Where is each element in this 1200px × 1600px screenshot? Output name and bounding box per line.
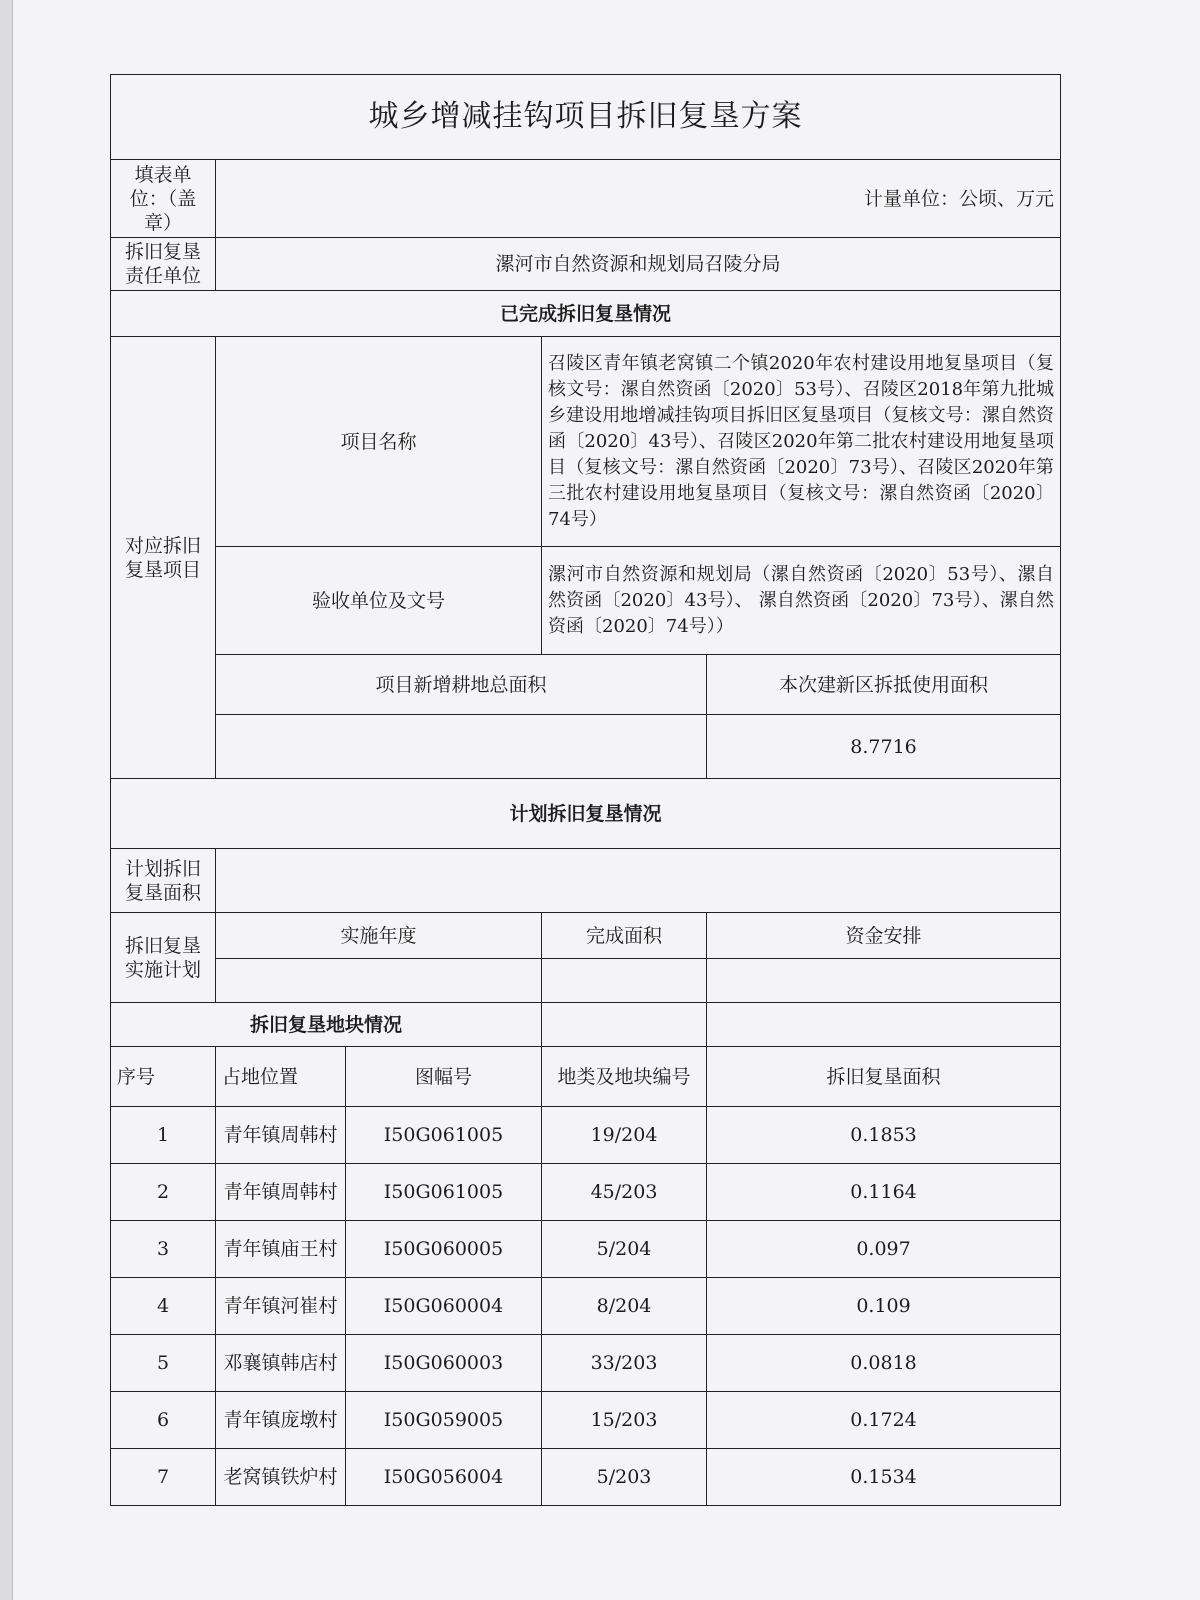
plot-sheet: I50G059005 bbox=[346, 1392, 542, 1449]
table-row bbox=[111, 1164, 1061, 1221]
plot-code: 19/204 bbox=[542, 1107, 707, 1164]
plot-location: 青年镇周韩村 bbox=[216, 1164, 346, 1221]
underlying-page-edge bbox=[0, 0, 13, 1600]
plot-no: 3 bbox=[111, 1221, 216, 1278]
form-title: 城乡增减挂钩项目拆旧复垦方案 bbox=[111, 75, 1061, 160]
col-sheet: 图幅号 bbox=[346, 1047, 542, 1107]
plot-area: 0.0818 bbox=[707, 1335, 1061, 1392]
project-name-value: 召陵区青年镇老窝镇二个镇2020年农村建设用地复垦项目（复核文号：漯自然资函〔2020〕53号）、召陵区2018年第九批城乡建设用地增减挂钩项目拆旧区复垦项目（复核文号：漯自然资函〔2020〕43号）、召陵区2020年第二批农村建设用地复垦项目（复核文号：漯自然资函〔2020〕73号）、召陵区2020年第三批农村建设用地复垦项目（复核文号：漯自然资函〔2020〕74号） bbox=[542, 337, 1061, 547]
impl-year-label: 实施年度 bbox=[216, 913, 542, 959]
plot-no: 7 bbox=[111, 1449, 216, 1506]
plot-area: 0.1164 bbox=[707, 1164, 1061, 1221]
offset-area-value: 8.7716 bbox=[707, 715, 1061, 779]
plot-code: 33/203 bbox=[542, 1335, 707, 1392]
plan-area-value bbox=[216, 849, 1061, 913]
plot-location: 老窝镇铁炉村 bbox=[216, 1449, 346, 1506]
plot-sheet: I50G061005 bbox=[346, 1107, 542, 1164]
done-area-label: 完成面积 bbox=[542, 913, 707, 959]
plot-location: 青年镇河崔村 bbox=[216, 1278, 346, 1335]
plot-location: 青年镇庙王村 bbox=[216, 1221, 346, 1278]
reclamation-form bbox=[110, 74, 1060, 1506]
corresponding-label: 对应拆旧复垦项目 bbox=[111, 337, 216, 779]
plot-area: 0.109 bbox=[707, 1278, 1061, 1335]
plot-no: 2 bbox=[111, 1164, 216, 1221]
plot-code: 15/203 bbox=[542, 1392, 707, 1449]
form-table bbox=[110, 74, 1061, 1506]
plot-location: 青年镇周韩村 bbox=[216, 1107, 346, 1164]
plan-area-label: 计划拆旧复垦面积 bbox=[111, 849, 216, 913]
plot-no: 6 bbox=[111, 1392, 216, 1449]
plot-area: 0.1724 bbox=[707, 1392, 1061, 1449]
table-row bbox=[111, 1335, 1061, 1392]
plot-code: 8/204 bbox=[542, 1278, 707, 1335]
col-no: 序号 bbox=[111, 1047, 216, 1107]
done-area-value bbox=[542, 959, 707, 1003]
impl-year-value bbox=[216, 959, 542, 1003]
plot-area: 0.1853 bbox=[707, 1107, 1061, 1164]
plot-location: 邓襄镇韩店村 bbox=[216, 1335, 346, 1392]
plots-header-blank-2 bbox=[707, 1003, 1061, 1047]
fill-unit-label: 填表单位：（盖章） bbox=[111, 160, 216, 238]
plot-no: 5 bbox=[111, 1335, 216, 1392]
table-row bbox=[111, 1449, 1061, 1506]
plot-sheet: I50G060003 bbox=[346, 1335, 542, 1392]
resp-unit-label: 拆旧复垦责任单位 bbox=[111, 238, 216, 291]
plot-sheet: I50G060004 bbox=[346, 1278, 542, 1335]
measure-unit: 计量单位：公顷、万元 bbox=[216, 160, 1061, 238]
accept-value: 漯河市自然资源和规划局（漯自然资函〔2020〕53号）、漯自然资函〔2020〕43号）、 漯自然资函〔2020〕73号）、漯自然资函〔2020〕74号）） bbox=[542, 547, 1061, 655]
new-farmland-value bbox=[216, 715, 707, 779]
funding-label: 资金安排 bbox=[707, 913, 1061, 959]
table-row bbox=[111, 1278, 1061, 1335]
impl-plan-label: 拆旧复垦实施计划 bbox=[111, 913, 216, 1003]
completed-header: 已完成拆旧复垦情况 bbox=[111, 291, 1061, 337]
plot-location: 青年镇庞墩村 bbox=[216, 1392, 346, 1449]
plot-code: 5/203 bbox=[542, 1449, 707, 1506]
col-location: 占地位置 bbox=[216, 1047, 346, 1107]
project-name-label: 项目名称 bbox=[216, 337, 542, 547]
plot-no: 1 bbox=[111, 1107, 216, 1164]
new-farmland-label: 项目新增耕地总面积 bbox=[216, 655, 707, 715]
table-row bbox=[111, 1221, 1061, 1278]
funding-value bbox=[707, 959, 1061, 1003]
accept-label: 验收单位及文号 bbox=[216, 547, 542, 655]
plot-sheet: I50G060005 bbox=[346, 1221, 542, 1278]
table-row bbox=[111, 1392, 1061, 1449]
plot-sheet: I50G056004 bbox=[346, 1449, 542, 1506]
offset-area-label: 本次建新区拆抵使用面积 bbox=[707, 655, 1061, 715]
plot-area: 0.097 bbox=[707, 1221, 1061, 1278]
plot-code: 5/204 bbox=[542, 1221, 707, 1278]
resp-unit-value: 漯河市自然资源和规划局召陵分局 bbox=[216, 238, 1061, 291]
plots-header: 拆旧复垦地块情况 bbox=[111, 1003, 542, 1047]
plot-area: 0.1534 bbox=[707, 1449, 1061, 1506]
plot-code: 45/203 bbox=[542, 1164, 707, 1221]
plot-sheet: I50G061005 bbox=[346, 1164, 542, 1221]
plan-header: 计划拆旧复垦情况 bbox=[111, 779, 1061, 849]
table-row bbox=[111, 1107, 1061, 1164]
col-area: 拆旧复垦面积 bbox=[707, 1047, 1061, 1107]
plot-no: 4 bbox=[111, 1278, 216, 1335]
plots-header-blank-1 bbox=[542, 1003, 707, 1047]
col-code: 地类及地块编号 bbox=[542, 1047, 707, 1107]
